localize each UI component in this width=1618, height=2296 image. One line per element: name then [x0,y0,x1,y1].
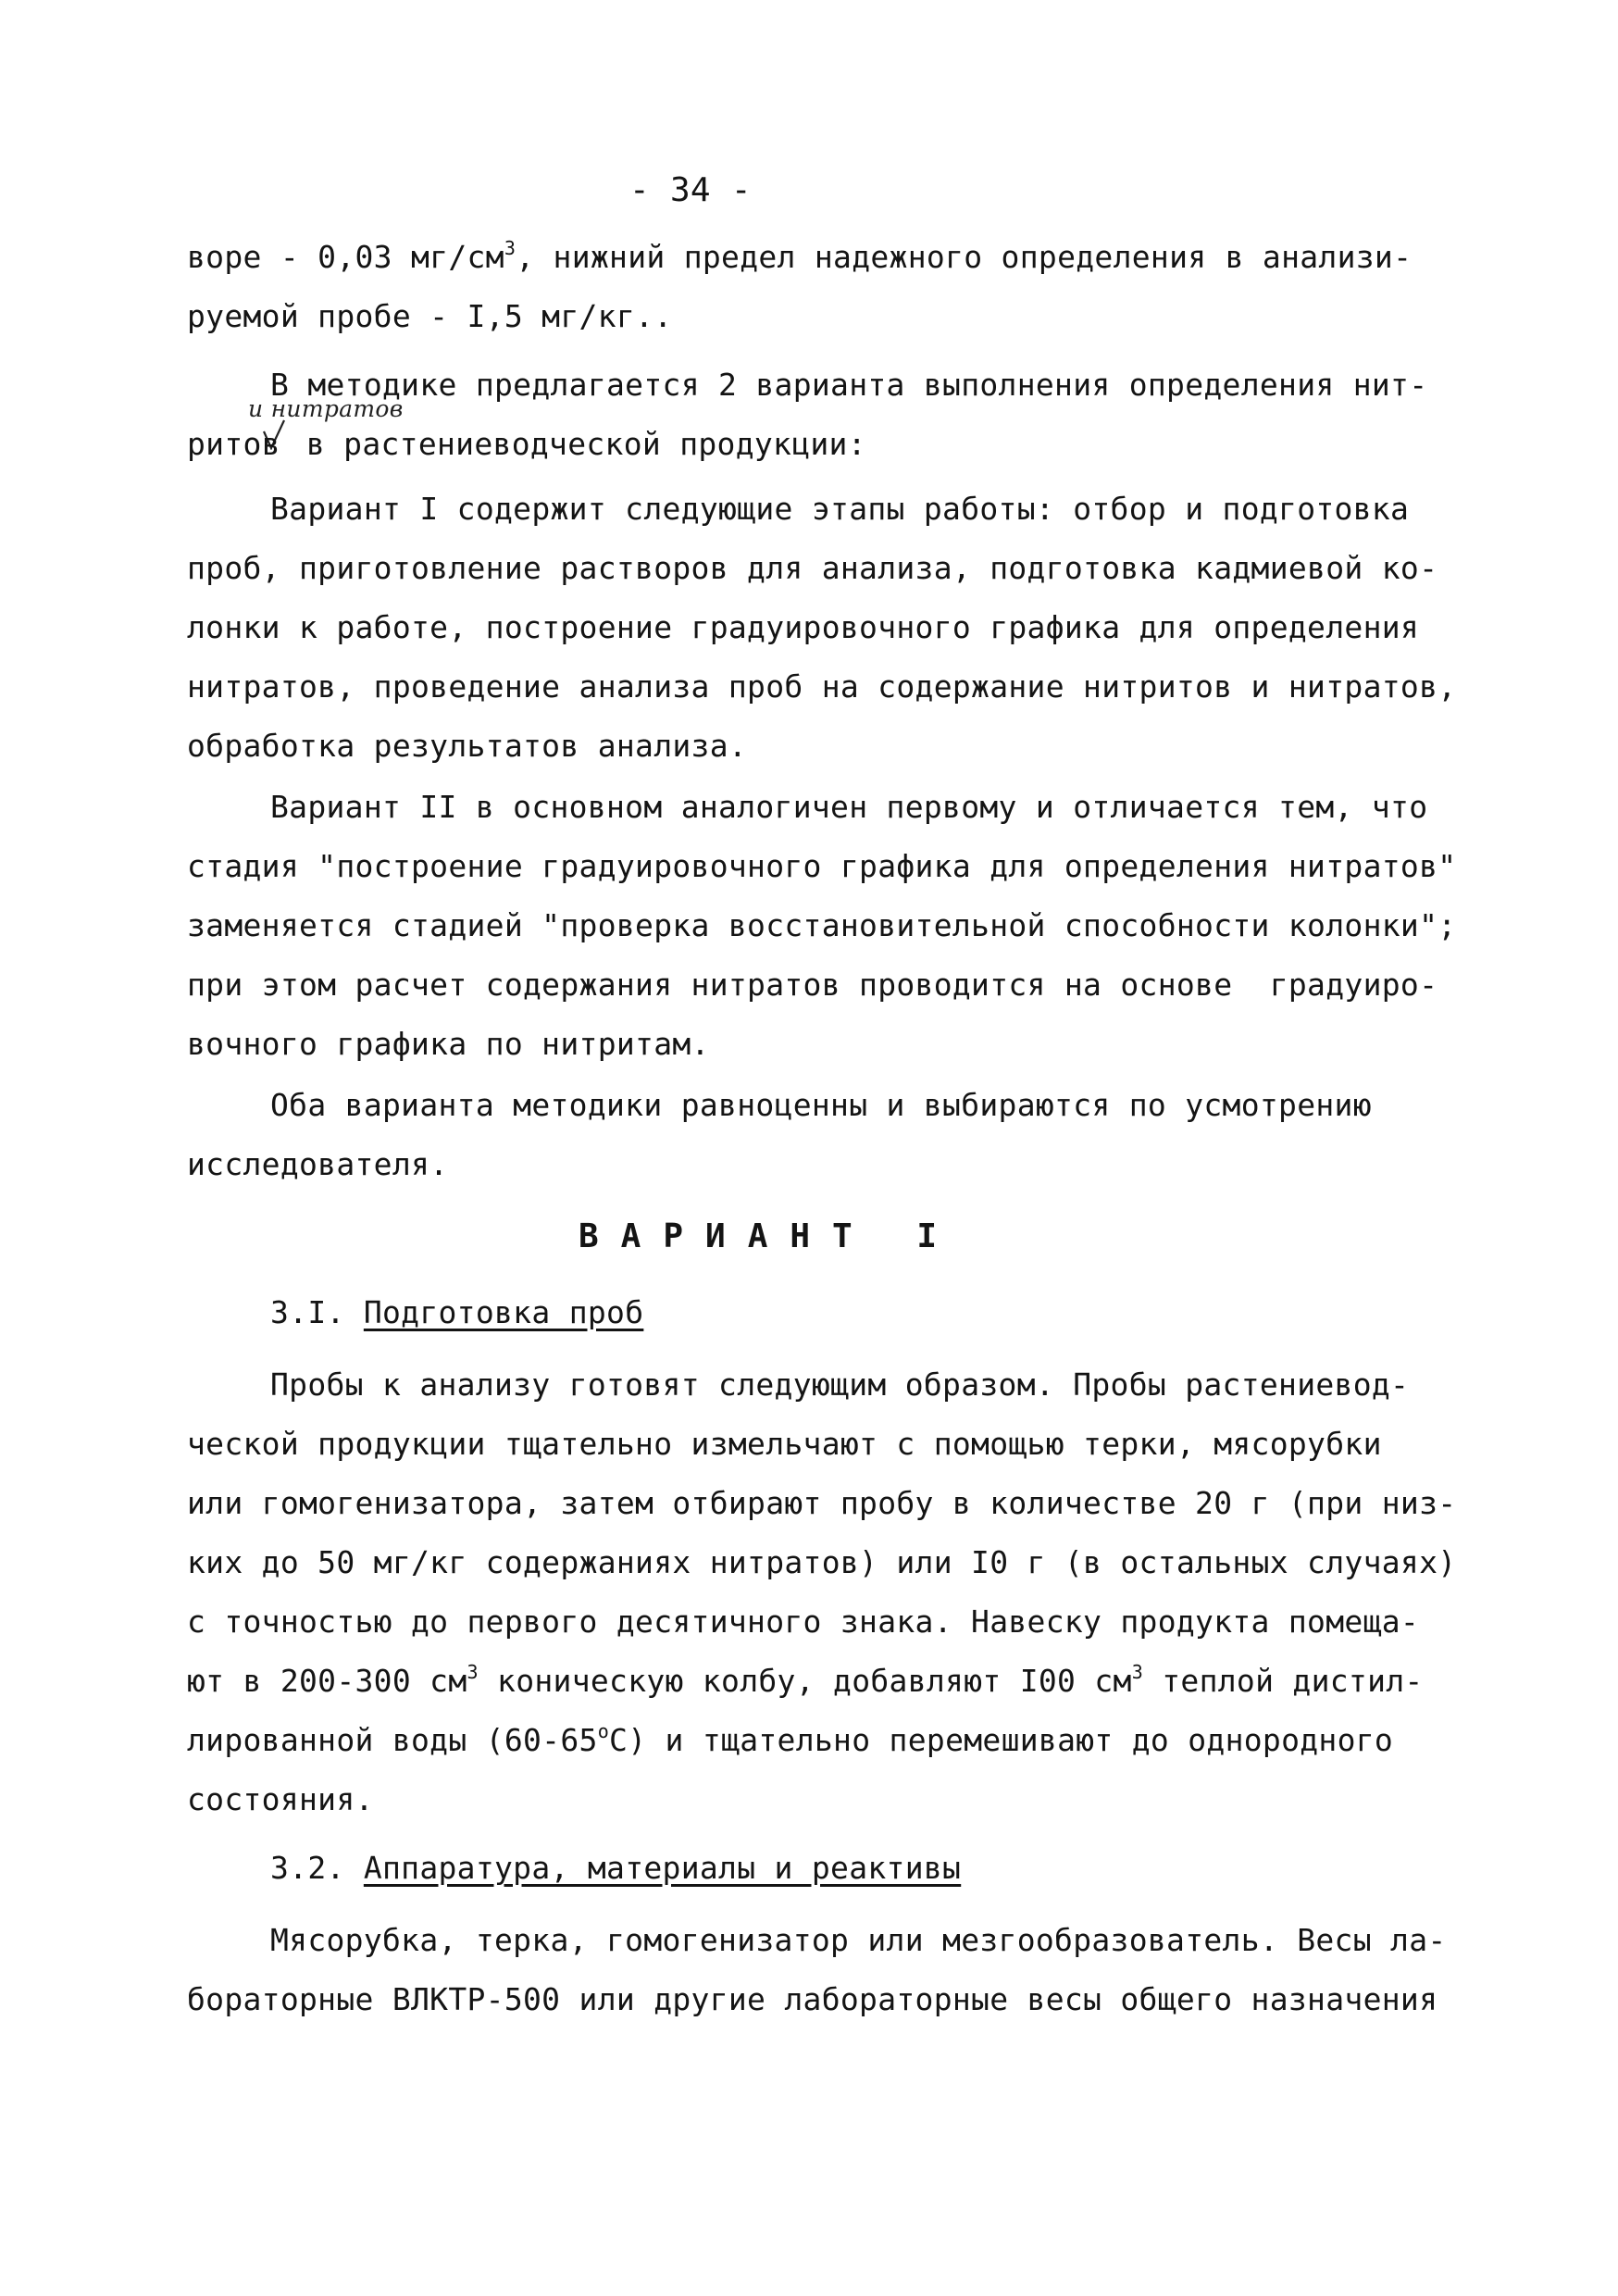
text-line: ритов в растениеводческой продукции: [187,426,866,462]
text-line: стадия "построение градуировочного графика для определения нитратов" [187,848,1457,884]
text-line: исследователя. [187,1146,449,1182]
text-line: руемой пробе - I,5 мг/кг.. [187,298,673,334]
text-line: при этом расчет содержания нитратов проводится на основе градуиро- [187,967,1438,1003]
text-line: лонки к работе, построение градуировочного графика для определения [187,609,1420,645]
page-number: - 34 - [629,171,752,209]
text-line: с точностью до первого десятичного знака. Навеску продукта помеща- [187,1603,1420,1640]
section-title-3-1: 3.I. Подготовка проб [270,1294,644,1330]
text-line: или гомогенизатора, затем отбирают пробу в количестве 20 г (при низ- [187,1485,1457,1521]
text-line: ческой продукции тщательно измельчают с помощью терки, мясорубки [187,1426,1382,1462]
text-line: воре - 0,03 $мг/см^3$, нижний предел надежного определения в анализи- [187,237,1413,275]
text-line: Вариант II в основном аналогичен первому и отличается тем, что [270,789,1428,825]
text-line: обработка результатов анализа. [187,728,748,764]
text-line: бораторные ВЛКТР-500 или другие лабораторные весы общего назначения [187,1981,1438,2017]
text-line: Мясорубка, терка, гомогенизатор или мезгообразователь. Весы ла- [270,1922,1447,1958]
text-line: Вариант I содержит следующие этапы работы: отбор и подготовка [270,491,1410,527]
handwritten-annotation: и нитратов [248,395,404,422]
text-line: Пробы к анализу готовят следующим образом. Пробы растениевод- [270,1366,1410,1403]
text-line: состояния. [187,1781,374,1817]
text-line: заменяется стадией "проверка восстановительной способности колонки"; [187,907,1457,943]
text-line: В методике предлагается 2 варианта выполнения определения нит- [270,367,1428,403]
text-line: Оба варианта методики равноценны и выбираются по усмотрению [270,1087,1372,1123]
text-line: лированной воды $(60-65^оС)$ и тщательно перемешивают до однородного [187,1720,1394,1758]
text-line: вочного графика по нитритам. [187,1026,710,1062]
text-line: нитратов, проведение анализа проб на содержание нитритов и нитратов, [187,668,1457,705]
section-heading: ВАРИАНТ I [579,1217,960,1255]
text-line: ют в 200-300 $см^3$ коническую колбу, добавляют I00 $см^3$ теплой дистил- [187,1661,1424,1699]
text-line: ких до 50 мг/кг содержаниях нитратов) или I0 г (в остальных случаях) [187,1544,1457,1580]
text-line: проб, приготовление растворов для анализа, подготовка кадмиевой ко- [187,550,1438,586]
section-title-3-2: 3.2. Аппаратура, материалы и реактивы [270,1850,962,1886]
